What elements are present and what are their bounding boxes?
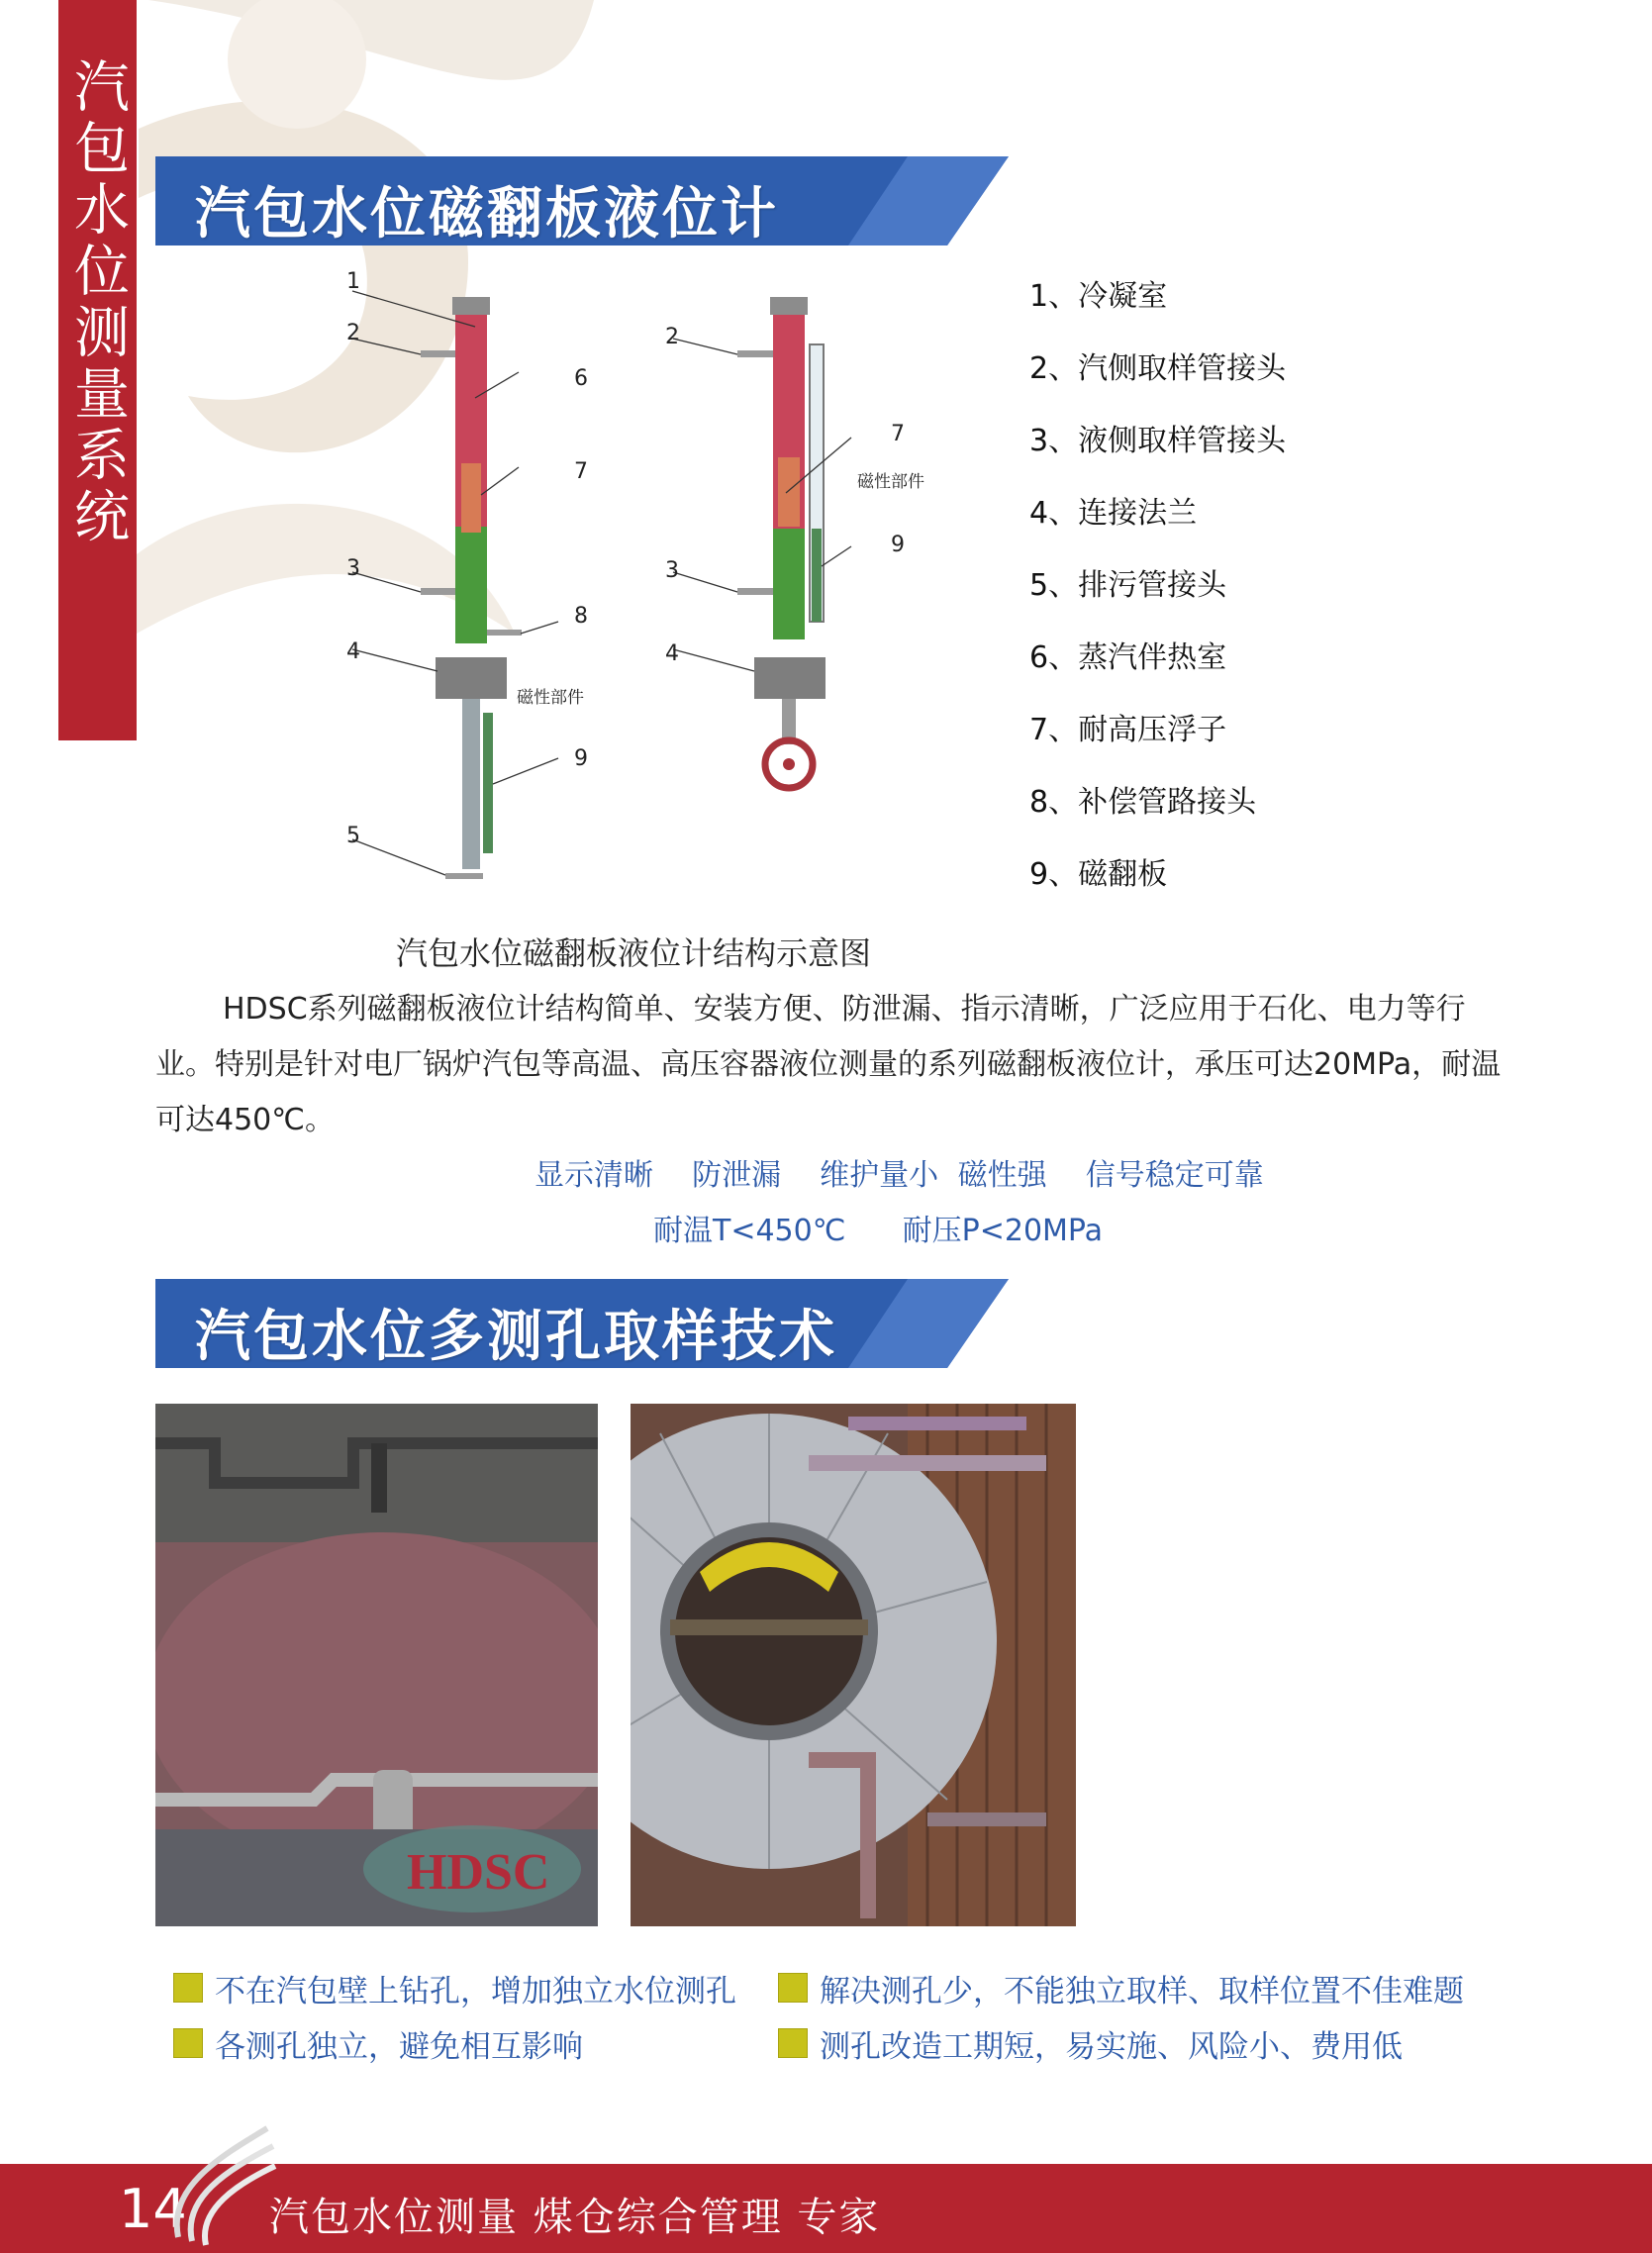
label-5: 5 bbox=[346, 824, 360, 848]
feature-highlights: 显示清晰 防泄漏 维护量小 磁性强 信号稳定可靠 bbox=[534, 1158, 1264, 1193]
bullet-text: 解决测孔少，不能独立取样、取样位置不佳难题 bbox=[820, 1973, 1464, 2009]
right-flap-green bbox=[812, 529, 822, 622]
bullet-square-icon bbox=[173, 1973, 203, 2003]
left-lower-pipe bbox=[462, 699, 480, 869]
gauge-structure-drawing bbox=[327, 269, 960, 903]
side-tab-label: 汽包水位测量系统 bbox=[65, 57, 130, 548]
right-gauge-water bbox=[773, 529, 805, 639]
label-4: 4 bbox=[346, 639, 360, 664]
left-gauge-float bbox=[461, 463, 481, 533]
bullet-text: 不在汽包壁上钻孔，增加独立水位测孔 bbox=[215, 1973, 736, 2009]
bullet-list-left bbox=[173, 1960, 736, 2071]
label-right-2: 2 bbox=[665, 325, 679, 349]
bullet-item bbox=[173, 1960, 736, 2015]
right-gauge-float bbox=[778, 457, 800, 527]
wave-logo-icon bbox=[158, 2118, 277, 2247]
label-3: 3 bbox=[346, 556, 360, 581]
left-gauge-water bbox=[455, 527, 487, 643]
bullet-item bbox=[778, 1960, 1464, 2015]
spec-highlights: 耐温T<450℃ 耐压P<20MPa bbox=[653, 1214, 1104, 1248]
legend-item: 3、液侧取样管接头 bbox=[1029, 424, 1287, 458]
legend-item: 9、磁翻板 bbox=[1029, 857, 1168, 892]
left-compensation-joint bbox=[487, 630, 522, 636]
section1-banner bbox=[155, 156, 1009, 245]
left-flap-indicator bbox=[483, 713, 493, 853]
hdsc-watermark: HDSC bbox=[407, 1844, 550, 1901]
footer-slogan: 汽包水位测量 煤仓综合管理 专家 bbox=[269, 2195, 881, 2240]
label-right-3: 3 bbox=[665, 558, 679, 583]
legend-item: 2、汽侧取样管接头 bbox=[1029, 351, 1287, 386]
side-tab bbox=[58, 0, 137, 740]
legend-item: 6、蒸汽伴热室 bbox=[1029, 640, 1227, 675]
bullet-square-icon bbox=[778, 2028, 808, 2058]
left-steam-nozzle bbox=[421, 350, 455, 357]
section2-banner bbox=[155, 1279, 1009, 1368]
label-9: 9 bbox=[574, 746, 588, 771]
legend-item: 5、排污管接头 bbox=[1029, 568, 1227, 603]
left-flange bbox=[436, 657, 507, 699]
label-right-4: 4 bbox=[665, 641, 679, 666]
label-2: 2 bbox=[346, 321, 360, 345]
bullet-list-right bbox=[778, 1960, 1464, 2071]
magnetic-part-tag-left: 磁性部件 bbox=[517, 688, 584, 708]
left-water-nozzle bbox=[421, 588, 455, 595]
product-description: HDSC系列磁翻板液位计结构简单、安装方便、防泄漏、指示清晰，广泛应用于石化、电力等行业。特别是针对电厂锅炉汽包等高温、高压容器液位测量的系列磁翻板液位计，承压可达20MPa，耐温可达450℃。 bbox=[155, 992, 1502, 1137]
magnetic-part-tag-right: 磁性部件 bbox=[857, 472, 924, 492]
label-7: 7 bbox=[574, 459, 588, 484]
right-gauge-cap bbox=[770, 297, 808, 315]
drum-interior-photo bbox=[631, 1404, 1076, 1926]
page-number: 14 bbox=[119, 2178, 187, 2240]
label-6: 6 bbox=[574, 366, 588, 391]
section2-title: 汽包水位多测孔取样技术 bbox=[195, 1305, 837, 1369]
diagram-caption: 汽包水位磁翻板液位计结构示意图 bbox=[396, 934, 872, 972]
label-right-7: 7 bbox=[891, 422, 905, 446]
bullet-text: 各测孔独立，避免相互影响 bbox=[215, 2028, 583, 2065]
bullet-text: 测孔改造工期短，易实施、风险小、费用低 bbox=[820, 2028, 1403, 2065]
label-8: 8 bbox=[574, 604, 588, 629]
right-water-nozzle bbox=[737, 588, 773, 595]
right-flange bbox=[754, 657, 826, 699]
right-steam-nozzle bbox=[737, 350, 773, 357]
left-gauge-cap bbox=[452, 297, 490, 315]
level-gauge-diagram bbox=[327, 269, 960, 903]
bullet-item bbox=[173, 2015, 736, 2071]
left-drain-joint bbox=[445, 873, 483, 879]
legend-item: 8、补偿管路接头 bbox=[1029, 785, 1257, 820]
legend-item: 7、耐高压浮子 bbox=[1029, 713, 1227, 747]
label-right-9: 9 bbox=[891, 533, 905, 557]
drum-wall-photo bbox=[155, 1404, 598, 1926]
legend-item: 1、冷凝室 bbox=[1029, 279, 1168, 314]
bullet-square-icon bbox=[778, 1973, 808, 2003]
label-1: 1 bbox=[346, 269, 360, 294]
bullet-square-icon bbox=[173, 2028, 203, 2058]
bullet-item bbox=[778, 2015, 1464, 2071]
legend-item: 4、连接法兰 bbox=[1029, 496, 1198, 531]
component-legend bbox=[1029, 277, 1286, 928]
section1-title: 汽包水位磁翻板液位计 bbox=[195, 182, 779, 246]
